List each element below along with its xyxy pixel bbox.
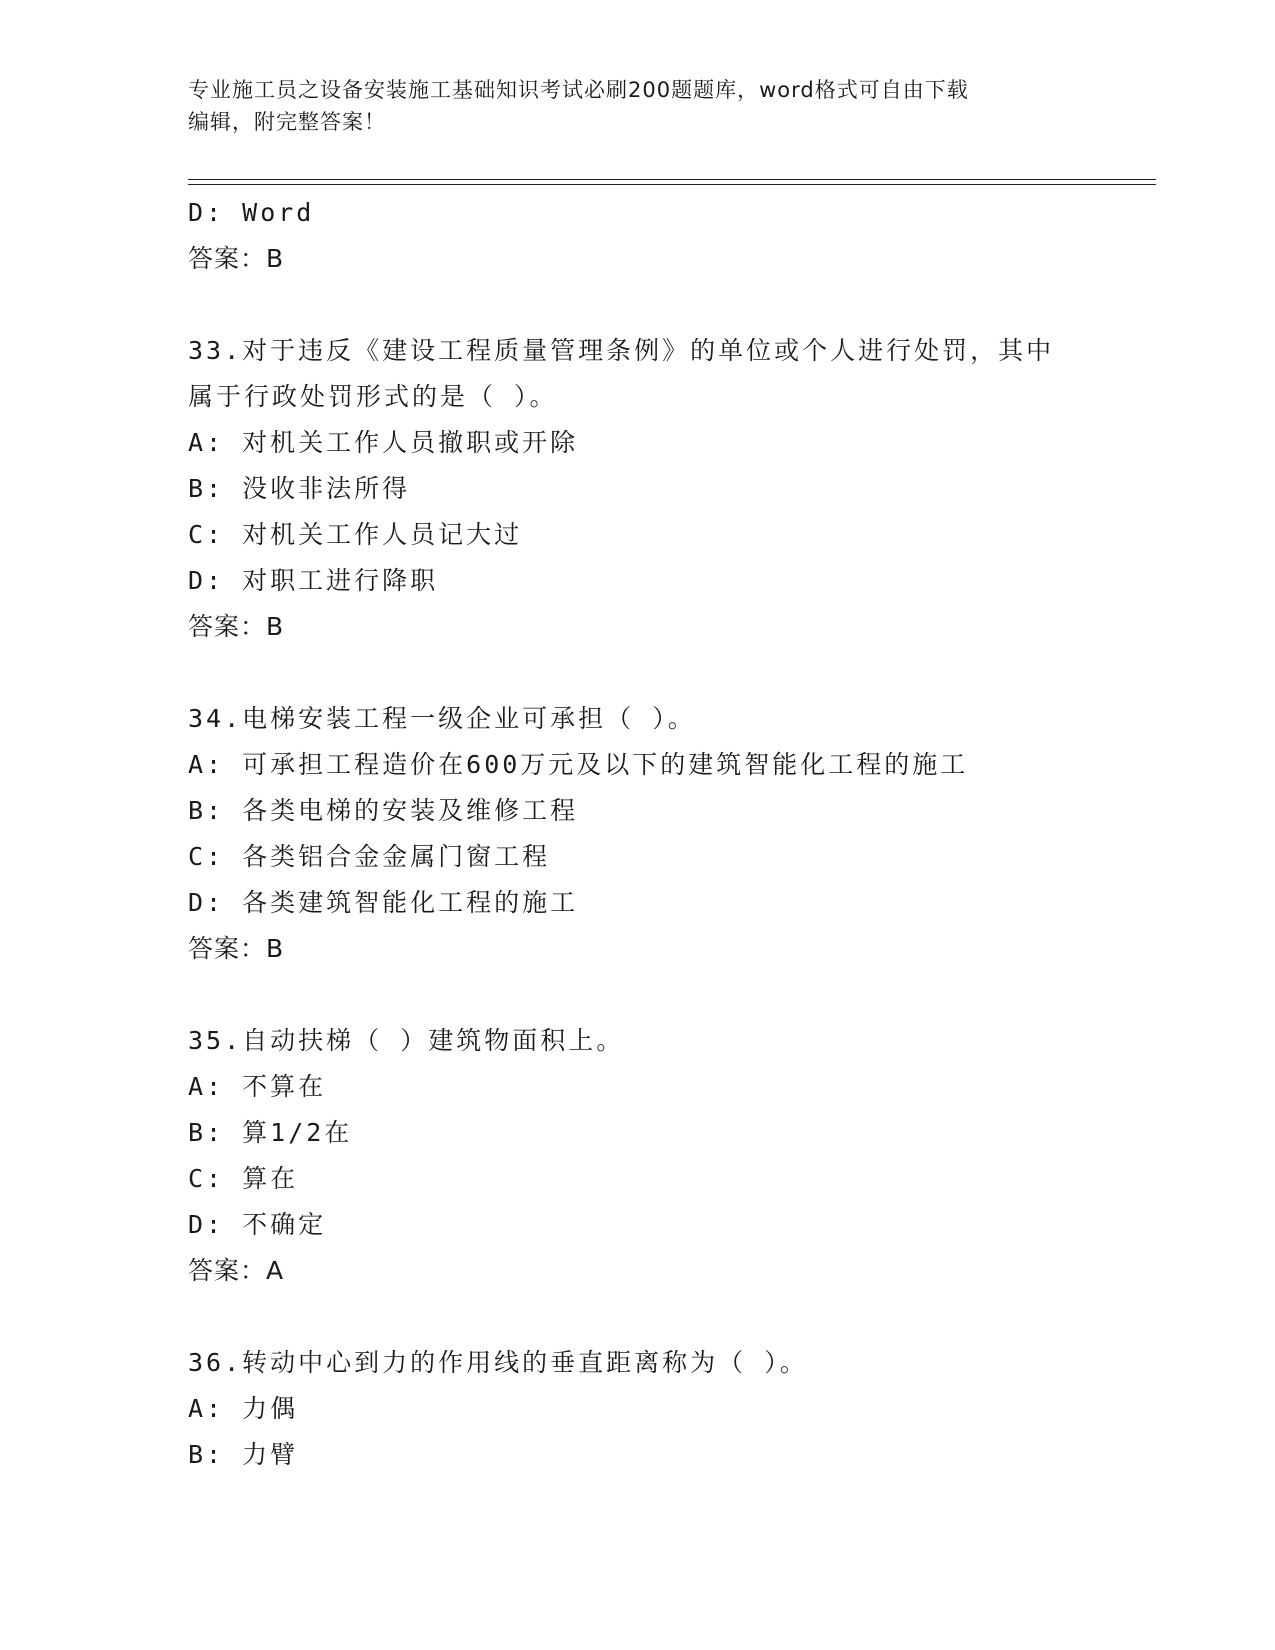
spacer <box>188 972 1158 1018</box>
answer: 答案：A <box>188 1256 285 1285</box>
option-c: C: 各类铝合金金属门窗工程 <box>188 842 551 871</box>
option-b: B: 各类电梯的安装及维修工程 <box>188 796 579 825</box>
option-c: C: 算在 <box>188 1164 299 1193</box>
question-list <box>188 190 1158 1478</box>
answer: 答案：B <box>188 244 285 273</box>
question-35 <box>188 1018 1158 1294</box>
question-36 <box>188 1340 1158 1478</box>
document-header <box>188 74 1088 138</box>
answer: 答案：B <box>188 934 285 963</box>
option-a: A: 可承担工程造价在600万元及以下的建筑智能化工程的施工 <box>188 750 969 779</box>
option-c: C: 对机关工作人员记大过 <box>188 520 523 549</box>
spacer <box>188 1294 1158 1340</box>
option-a: A: 不算在 <box>188 1072 327 1101</box>
spacer <box>188 282 1158 328</box>
spacer <box>188 650 1158 696</box>
option-b: B: 力臂 <box>188 1440 299 1469</box>
option-b: B: 没收非法所得 <box>188 474 411 503</box>
question-32-tail <box>188 190 1158 282</box>
header-title-line-1: 专业施工员之设备安装施工基础知识考试必刷200题题库，word格式可自由下载 <box>188 78 969 102</box>
header-divider-top <box>188 179 1156 180</box>
question-stem: 34.电梯安装工程一级企业可承担（ ）。 <box>188 704 696 733</box>
option-a: A: 对机关工作人员撤职或开除 <box>188 428 579 457</box>
option-d: D: 不确定 <box>188 1210 327 1239</box>
option-a: A: 力偶 <box>188 1394 299 1423</box>
question-33 <box>188 328 1158 650</box>
option-d: D: 对职工进行降职 <box>188 566 439 595</box>
option-d: D: Word <box>188 198 315 227</box>
header-title-line-2: 编辑，附完整答案！ <box>188 110 386 134</box>
question-stem: 36.转动中心到力的作用线的垂直距离称为（ ）。 <box>188 1348 808 1377</box>
header-divider-bottom <box>188 184 1156 185</box>
answer: 答案：B <box>188 612 285 641</box>
question-stem: 35.自动扶梯（ ）建筑物面积上。 <box>188 1026 625 1055</box>
option-b: B: 算1/2在 <box>188 1118 353 1147</box>
question-stem-continued: 属于行政处罚形式的是（ ）。 <box>188 382 558 411</box>
option-d: D: 各类建筑智能化工程的施工 <box>188 888 579 917</box>
question-stem: 33.对于违反《建设工程质量管理条例》的单位或个人进行处罚，其中 <box>188 336 1055 365</box>
question-34 <box>188 696 1158 972</box>
